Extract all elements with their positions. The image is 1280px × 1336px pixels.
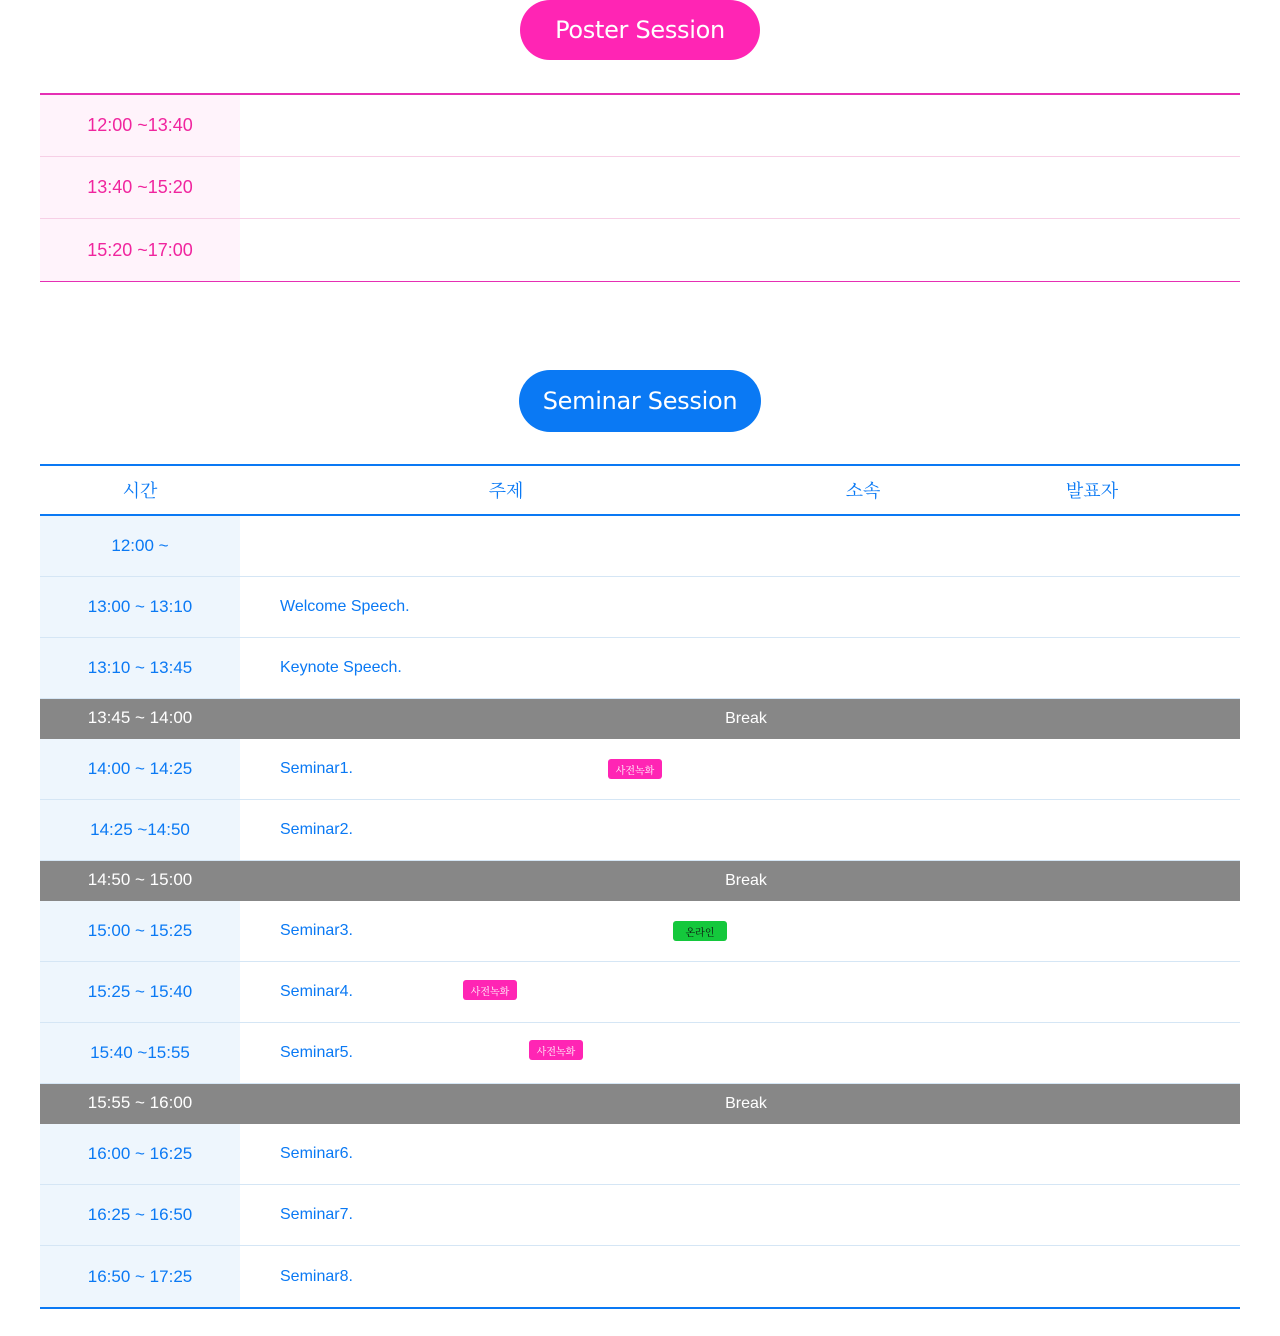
- table-row: [40, 219, 1240, 281]
- time-cell: 12:00 ~: [40, 516, 240, 576]
- topic-cell: [240, 516, 1240, 576]
- table-row: [40, 1246, 1240, 1307]
- table-row: [40, 516, 1240, 577]
- table-row: [40, 577, 1240, 638]
- break-row: [40, 861, 1240, 901]
- table-row: [40, 638, 1240, 699]
- header-presenter: 발표자: [1065, 481, 1119, 501]
- time-cell: 14:25 ~14:50: [40, 800, 240, 860]
- time-cell: 15:00 ~ 15:25: [40, 901, 240, 961]
- online-badge: 온라인: [673, 921, 727, 941]
- topic-text: Seminar1.: [280, 760, 353, 777]
- break-row: [40, 699, 1240, 739]
- topic-text: Seminar5.: [280, 1044, 353, 1061]
- poster-time-cell: 13:40 ~15:20: [40, 157, 240, 218]
- header-time: 시간: [122, 481, 158, 501]
- poster-time-cell: 15:20 ~17:00: [40, 219, 240, 281]
- topic-cell: [240, 901, 1240, 961]
- topic-text: Seminar3.: [280, 922, 353, 939]
- poster-schedule-table: [40, 93, 1240, 282]
- header-affiliation: 소속: [845, 481, 881, 501]
- table-row: [40, 95, 1240, 157]
- poster-content-cell: [240, 219, 1240, 281]
- topic-cell: Welcome Speech.: [280, 598, 410, 615]
- topic-cell: [240, 739, 1240, 799]
- table-row: [40, 739, 1240, 800]
- time-cell: 15:40 ~15:55: [40, 1023, 240, 1083]
- table-row: [40, 1124, 1240, 1185]
- poster-content-cell: [240, 157, 1240, 218]
- topic-cell: Seminar7.: [280, 1206, 353, 1223]
- table-row: [40, 157, 1240, 219]
- table-row: [40, 901, 1240, 962]
- break-label: Break: [725, 710, 767, 727]
- break-label: Break: [725, 1095, 767, 1112]
- time-cell: 15:55 ~ 16:00: [87, 1093, 193, 1112]
- topic-cell: [240, 1023, 1240, 1083]
- topic-text: Seminar4.: [280, 983, 353, 1000]
- time-cell: 14:50 ~ 15:00: [87, 870, 193, 889]
- time-cell: 16:00 ~ 16:25: [40, 1124, 240, 1184]
- pre-recorded-badge: 사전녹화: [529, 1040, 583, 1060]
- time-cell: 14:00 ~ 14:25: [40, 739, 240, 799]
- break-label: Break: [725, 872, 767, 889]
- topic-cell: Seminar8.: [280, 1267, 353, 1285]
- topic-cell: Seminar6.: [280, 1145, 353, 1162]
- poster-content-cell: [240, 95, 1240, 156]
- time-cell: 16:50 ~ 17:25: [40, 1246, 240, 1307]
- pre-recorded-badge: 사전녹화: [463, 980, 517, 1000]
- poster-time-cell: 12:00 ~13:40: [40, 95, 240, 156]
- table-row: [40, 962, 1240, 1023]
- topic-cell: Keynote Speech.: [280, 659, 402, 676]
- time-cell: 13:00 ~ 13:10: [40, 577, 240, 637]
- header-topic: 주제: [488, 481, 524, 501]
- table-header: [40, 466, 1240, 516]
- poster-session-title: Poster Session: [520, 0, 760, 60]
- time-cell: 13:10 ~ 13:45: [40, 638, 240, 698]
- seminar-schedule-table: [40, 464, 1240, 1309]
- table-row: [40, 800, 1240, 861]
- time-cell: 15:25 ~ 15:40: [40, 962, 240, 1022]
- seminar-session-title: Seminar Session: [519, 370, 761, 432]
- topic-cell: Seminar2.: [280, 821, 353, 838]
- time-cell: 16:25 ~ 16:50: [40, 1185, 240, 1245]
- table-row: [40, 1023, 1240, 1084]
- pre-recorded-badge: 사전녹화: [608, 759, 662, 779]
- time-cell: 13:45 ~ 14:00: [87, 708, 193, 727]
- topic-cell: [240, 962, 1240, 1022]
- table-row: [40, 1185, 1240, 1246]
- break-row: [40, 1084, 1240, 1124]
